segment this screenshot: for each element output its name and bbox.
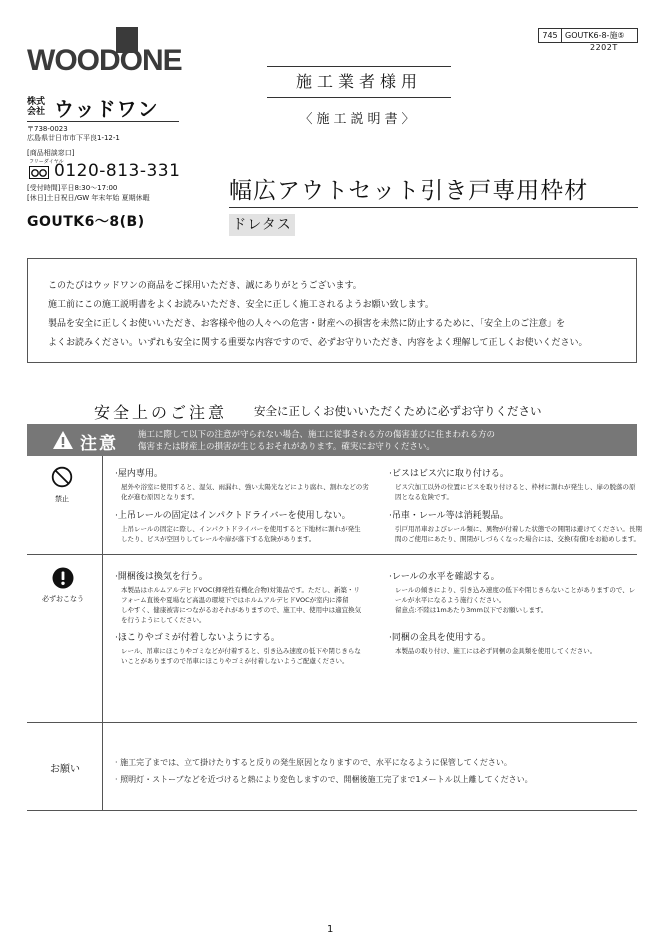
document-number: 745 bbox=[539, 29, 562, 42]
mandatory-item bbox=[115, 569, 361, 625]
item-title: ·吊車・レール等は消耗製品。 bbox=[389, 511, 509, 521]
item-body: フォーム直後や夏場など高温の環境下ではホルムアルデヒドVOCが室内に滞留 bbox=[121, 596, 349, 604]
intro-line: このたびはウッドワンの商品をご採用いただき、誠にありがとうございます。 bbox=[48, 281, 362, 291]
prohibited-item bbox=[115, 466, 369, 502]
item-title: ·屋内専用。 bbox=[115, 469, 163, 479]
mandatory-item bbox=[115, 630, 361, 666]
freedial-icon bbox=[29, 166, 49, 179]
item-title: ·ビスはビス穴に取り付ける。 bbox=[389, 469, 509, 479]
item-title: ·ほこりやゴミが付着しないようにする。 bbox=[115, 633, 280, 643]
mandatory-item bbox=[389, 630, 596, 656]
mandatory-icon bbox=[52, 567, 74, 589]
document-code: GOUTK6-8-施⑤ bbox=[565, 31, 625, 40]
item-title: ·レールの水平を確認する。 bbox=[389, 572, 500, 582]
holidays: [休日]土日祝日/GW 年末年始 夏期休暇 bbox=[27, 194, 150, 202]
request-items bbox=[115, 754, 533, 788]
caution-text-line: 傷害または財産上の損害が生じるおそれがあります。確実にお守りください。 bbox=[138, 442, 435, 452]
intro-line: 施工前にこの施工説明書をよくお読みいただき、安全に正しく施工されるようお願い致します。 bbox=[48, 300, 434, 310]
request-item: · 施工完了までは、立て掛けたりすると反りの発生原因となりますので、水平になるように保管してください。 bbox=[115, 758, 512, 767]
document-code-box bbox=[538, 28, 638, 43]
intro-line: よくお読みください。いずれも安全に関する重要な内容ですので、必ずお守りいただき、内容をよく理解して正しくお使いください。 bbox=[48, 338, 588, 348]
contact-label: [商品相談窓口] bbox=[27, 149, 75, 157]
item-body: 間のご使用にあたり、開閉がしづらくなった場合には、交換(有償)をお勧めします。 bbox=[395, 535, 641, 543]
request-item: · 照明灯・ストーブなどを近づけると熱により変色しますので、開梱後施工完了まで1メートル以上離してください。 bbox=[115, 775, 533, 784]
warning-triangle-icon bbox=[52, 430, 74, 450]
item-body: 上吊レールの固定に際し、インパクトドライバーを使用すると下地材に割れが発生 bbox=[121, 525, 361, 533]
company-address: 広島県廿日市市下平良1-12-1 bbox=[27, 134, 120, 142]
item-title: ·開梱後は換気を行う。 bbox=[115, 572, 208, 582]
item-body: 留意点:不陸は1mあたり3mm以下でお願いします。 bbox=[395, 606, 548, 614]
company-divider bbox=[27, 121, 179, 122]
manual-title: 〈施工説明書〉 bbox=[299, 112, 419, 127]
item-body: 本製品の取り付け、施工には必ず同梱の金具類を使用してください。 bbox=[395, 647, 597, 655]
item-body: いことがありますので吊車にほこりやゴミが付着しないようご配慮ください。 bbox=[121, 657, 349, 665]
safety-heading: 安全上のご注意 bbox=[94, 403, 228, 422]
mandatory-label: 必ずおこなう bbox=[42, 595, 84, 603]
title-divider bbox=[229, 207, 638, 208]
item-body: 本製品はホルムアルデヒドVOC(揮発性有機化合物)対策品です。ただし、新築・リ bbox=[121, 586, 361, 594]
model-number: GOUTK6〜8(B) bbox=[27, 214, 145, 230]
prohibited-item bbox=[389, 508, 642, 544]
prohibited-icon bbox=[51, 466, 73, 488]
business-hours: [受付時間]平日8:30〜17:00 bbox=[27, 184, 118, 192]
page-number: 1 bbox=[327, 924, 334, 935]
item-title: ·上吊レールの固定はインパクトドライバーを使用しない。 bbox=[115, 511, 351, 521]
caution-text-line: 施工に際して以下の注意が守られない場合、施工に従事される方の傷害並びに住まわれる方の bbox=[138, 430, 496, 440]
product-title: 幅広アウトセット引き戸専用枠材 bbox=[229, 178, 589, 204]
table-bottom-rule bbox=[27, 810, 637, 811]
intro-box bbox=[27, 258, 637, 363]
table-column-divider bbox=[102, 456, 103, 810]
phone-number: 0120-813-331 bbox=[54, 161, 181, 181]
mandatory-item bbox=[389, 569, 635, 615]
item-body: 化が進む原因となります。 bbox=[121, 493, 199, 501]
request-label: お願い bbox=[50, 764, 80, 775]
company-name: ウッドワン bbox=[54, 97, 159, 121]
item-body: レールの傾きにより、引き込み速度の低下や閉じきらないことがありますので、レ bbox=[395, 586, 636, 594]
item-body: 因となる危険です。 bbox=[395, 493, 453, 501]
item-title: ·同梱の金具を使用する。 bbox=[389, 633, 491, 643]
freedial-label: フリーダイヤル bbox=[29, 159, 64, 165]
item-body: ールが水平になるよう施行ください。 bbox=[395, 596, 506, 604]
safety-subheading: 安全に正しくお使いいただくために必ずお守りください bbox=[254, 404, 542, 418]
prohibited-item bbox=[115, 508, 361, 544]
item-body: を行うようにしてください。 bbox=[121, 616, 206, 624]
for-installer-heading: 施工業者様用 bbox=[267, 66, 451, 98]
item-body: レール、吊車にほこりやゴミなどが付着すると、引き込み速度の低下や閉じきらな bbox=[121, 647, 361, 655]
document-revision: 2202T bbox=[590, 43, 618, 52]
item-body: したり、ビスが空回りしてレールや扉が落下する危険があります。 bbox=[121, 535, 316, 543]
item-body: 引戸用吊車およびレール類に、異物が付着した状態での開閉は避けてください。長期 bbox=[395, 525, 642, 533]
table-row-divider bbox=[27, 722, 637, 723]
company-logo: WOODONE bbox=[27, 44, 182, 77]
prohibited-item bbox=[389, 466, 636, 502]
company-type: 株式会社 bbox=[27, 97, 46, 117]
postal-code: 〒738-0023 bbox=[27, 125, 68, 133]
finish-badge: ドレタス bbox=[229, 214, 295, 236]
item-body: しやすく、健康被害につながるおそれがありますので、施工中、使用中は適宜換気 bbox=[121, 606, 362, 614]
item-body: 屋外や浴室に使用すると、湿気、雨漏れ、強い太陽光などにより腐れ、割れなどの劣 bbox=[121, 483, 369, 491]
caution-text bbox=[138, 429, 495, 453]
caution-label: 注意 bbox=[80, 434, 118, 454]
prohibited-label: 禁止 bbox=[55, 495, 69, 503]
item-body: ビス穴加工以外の位置にビスを取り付けると、枠材に割れが発生し、扉の脱落の原 bbox=[395, 483, 636, 491]
table-row-divider bbox=[27, 554, 637, 555]
intro-line: 製品を安全に正しくお使いいただき、お客様や他の人々への危害・財産への損害を未然に防止するために、「安全上のご注意」を bbox=[48, 319, 566, 329]
